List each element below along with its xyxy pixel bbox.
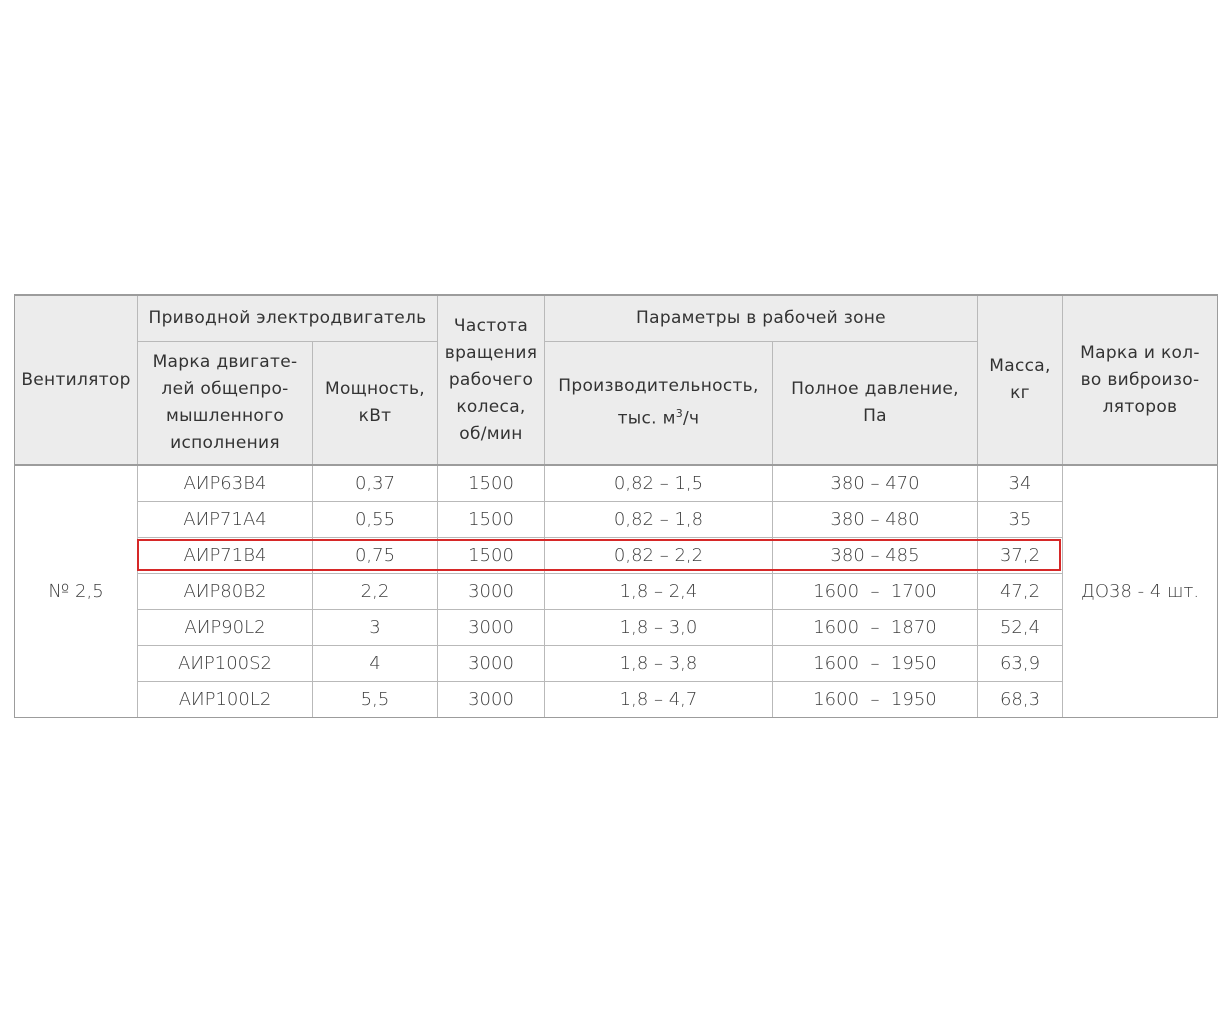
header-drive-motor: Приводной электродвигатель <box>138 295 438 341</box>
table-row <box>15 465 1218 501</box>
fan-specs-table <box>14 294 1218 718</box>
header-motor-brand: Марка двигате-лей общепро-мышленного исполнения <box>138 341 313 465</box>
pressure-cell: 380 – 470 <box>773 465 978 501</box>
power-cell: 0,55 <box>313 501 438 537</box>
speed-cell: 3000 <box>438 573 545 609</box>
speed-cell: 1500 <box>438 537 545 573</box>
mass-cell: 34 <box>978 465 1063 501</box>
pressure-cell: 1600 – 1950 <box>773 645 978 681</box>
motor-cell: АИР90L2 <box>138 609 313 645</box>
speed-cell: 3000 <box>438 681 545 717</box>
table-row <box>15 573 1218 609</box>
motor-cell: АИР80В2 <box>138 573 313 609</box>
motor-cell: АИР71В4 <box>138 537 313 573</box>
power-cell: 3 <box>313 609 438 645</box>
header-capacity-superscript: 3 <box>675 406 684 420</box>
header-work-zone-params: Параметры в рабочей зоне <box>545 295 978 341</box>
motor-cell: АИР100L2 <box>138 681 313 717</box>
table-row <box>15 609 1218 645</box>
mass-cell: 37,2 <box>978 537 1063 573</box>
table-row <box>15 645 1218 681</box>
header-rotation-speed: Частота вращения рабочего колеса, об/мин <box>438 295 545 465</box>
capacity-cell: 1,8 – 3,0 <box>545 609 773 645</box>
mass-cell: 52,4 <box>978 609 1063 645</box>
table-row <box>15 501 1218 537</box>
header-capacity-unit: /ч <box>683 408 700 429</box>
motor-cell: АИР63В4 <box>138 465 313 501</box>
table-row-highlighted <box>15 537 1218 573</box>
pressure-cell: 1600 – 1870 <box>773 609 978 645</box>
fan-number-cell: № 2,5 <box>15 465 138 717</box>
power-cell: 4 <box>313 645 438 681</box>
capacity-cell: 0,82 – 2,2 <box>545 537 773 573</box>
pressure-cell: 380 – 485 <box>773 537 978 573</box>
header-full-pressure: Полное давление, Па <box>773 341 978 465</box>
capacity-cell: 0,82 – 1,5 <box>545 465 773 501</box>
motor-cell: АИР71А4 <box>138 501 313 537</box>
speed-cell: 1500 <box>438 465 545 501</box>
mass-cell: 63,9 <box>978 645 1063 681</box>
power-cell: 0,37 <box>313 465 438 501</box>
header-fan: Вентилятор <box>15 295 138 465</box>
table-row <box>15 681 1218 717</box>
mass-cell: 68,3 <box>978 681 1063 717</box>
power-cell: 0,75 <box>313 537 438 573</box>
pressure-cell: 1600 – 1700 <box>773 573 978 609</box>
header-power: Мощность, кВт <box>313 341 438 465</box>
power-cell: 2,2 <box>313 573 438 609</box>
capacity-cell: 0,82 – 1,8 <box>545 501 773 537</box>
header-capacity-text: Производительность, тыс. м <box>558 375 759 429</box>
speed-cell: 1500 <box>438 501 545 537</box>
header-isolators: Марка и кол-во виброизо-ляторов <box>1063 295 1218 465</box>
spec-table-container <box>14 294 1217 718</box>
header-capacity <box>545 341 773 465</box>
pressure-cell: 380 – 480 <box>773 501 978 537</box>
speed-cell: 3000 <box>438 609 545 645</box>
capacity-cell: 1,8 – 2,4 <box>545 573 773 609</box>
power-cell: 5,5 <box>313 681 438 717</box>
capacity-cell: 1,8 – 3,8 <box>545 645 773 681</box>
mass-cell: 47,2 <box>978 573 1063 609</box>
mass-cell: 35 <box>978 501 1063 537</box>
speed-cell: 3000 <box>438 645 545 681</box>
isolators-cell: ДО38 - 4 шт. <box>1063 465 1218 717</box>
motor-cell: АИР100S2 <box>138 645 313 681</box>
capacity-cell: 1,8 – 4,7 <box>545 681 773 717</box>
pressure-cell: 1600 – 1950 <box>773 681 978 717</box>
header-mass: Масса, кг <box>978 295 1063 465</box>
